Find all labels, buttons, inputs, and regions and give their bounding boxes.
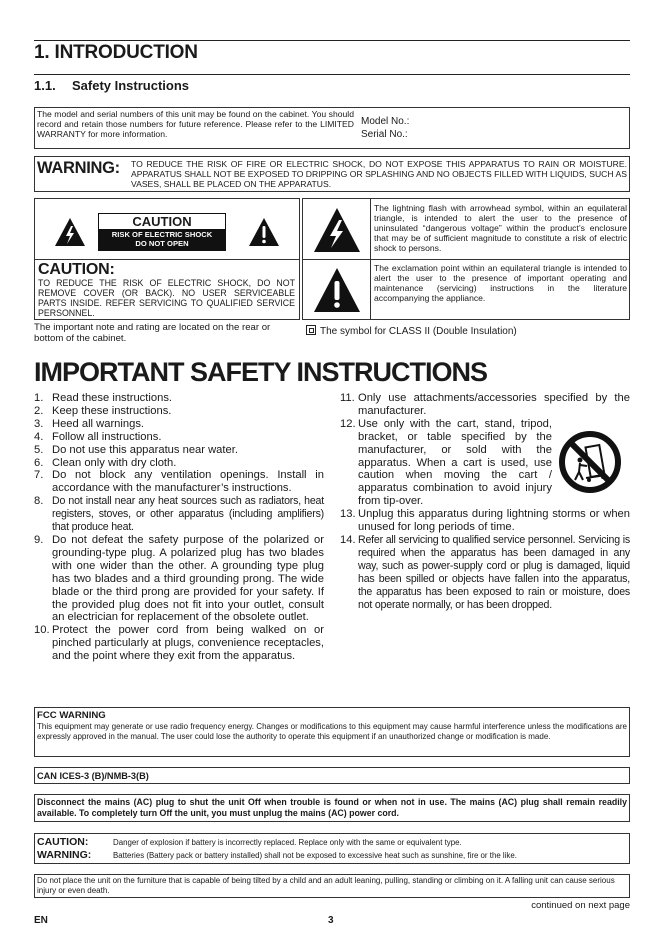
cart-tip-over-warning-icon: [558, 430, 622, 494]
item-number: 1.: [34, 392, 44, 404]
exclamation-triangle-icon: [248, 217, 280, 247]
battery-warning-label: WARNING:: [37, 849, 92, 861]
lightning-triangle-icon: [313, 207, 361, 253]
list-item: [34, 392, 324, 405]
caution-label-subtitle: [99, 229, 225, 250]
battery-caution-label: CAUTION:: [37, 836, 89, 848]
caution-heading: CAUTION:: [38, 261, 115, 278]
instructions-left-column: [34, 392, 324, 663]
subsection-number: 1.1.: [34, 78, 56, 93]
item-number: 7.: [34, 469, 44, 482]
class2-text: The symbol for CLASS II (Double Insulation): [320, 326, 517, 337]
lightning-triangle-icon: [54, 217, 86, 247]
section-title: 1. INTRODUCTION: [34, 42, 198, 63]
instructions-right-column: [340, 392, 630, 611]
item-number: 5.: [34, 443, 44, 456]
continued-note: continued on next page: [531, 900, 630, 911]
subsection-title: [34, 78, 189, 93]
item-number: 13.: [340, 508, 356, 521]
item-number: 14.: [340, 533, 356, 546]
item-text: Do not block any ventilation openings. Install in accordance with the manufacturer’s instructions.: [52, 469, 324, 495]
caution-label-title: CAUTION: [132, 214, 192, 229]
list-item: [340, 392, 630, 418]
item-number: 9.: [34, 533, 44, 546]
caution-label-line2: DO NOT OPEN: [135, 239, 189, 248]
item-number: 6.: [34, 456, 44, 469]
item-text: Heed all warnings.: [52, 417, 145, 430]
top-rule: [34, 40, 630, 41]
caution-label: [98, 213, 226, 251]
item-text: Read these instructions.: [52, 392, 173, 404]
battery-warning-text: Batteries (Battery pack or battery installed) shall not be exposed to excessive heat such as sunshine, fire or the like.: [113, 851, 517, 860]
item-text: Keep these instructions.: [52, 404, 172, 417]
caution-divider: [35, 259, 299, 260]
section-rule: [34, 74, 630, 75]
caution-panel: [34, 198, 300, 320]
list-item: [340, 508, 630, 534]
exclamation-triangle-icon: [313, 267, 361, 313]
caution-body: TO REDUCE THE RISK OF ELECTRIC SHOCK, DO NOT REMOVE COVER (OR BACK). NO USER SERVICEABLE PARTS INSIDE. REFER SERVICING TO QUALIFIED SERVICE PERSONNEL.: [38, 278, 295, 318]
caution-label-line1: RISK OF ELECTRIC SHOCK: [111, 230, 213, 239]
item-text: Do not defeat the safety purpose of the polarized or grounding-type plug. A polarized plug has two blades with one wider than the other. A grounding type plug has two blades and a third grounding prong. The wide blade or the third prong are provided for your safety. If the provided plug does not fit into your outlet, consult an electrician for replacement of the obsolete outlet.: [52, 533, 324, 624]
item-text: Refer all servicing to qualified service personnel. Servicing is required when the apparatus has been damaged in any way, such as power-supply cord or plug is damaged, liquid has been spilled or objects have fallen into the apparatus, the apparatus has been exposed to rain or moisture, does not operate normally, or has been dropped.: [358, 533, 630, 611]
disconnect-mains-box: Disconnect the mains (AC) plug to shut the unit Off when trouble is found or when not in use. The mains (AC) plug shall remain readily available. To completely turn Off the unit, you must unplug the mains (AC) power cord.: [34, 794, 630, 822]
list-item: [34, 431, 324, 444]
lightning-symbol-text: The lightning flash with arrowhead symbol, within an equilateral triangle, is intended to alert the user to the presence of uninsulated “dangerous voltage” within the product’s enclosure that may be of sufficient magnitude to constitute a risk of electric shock to persons.: [374, 203, 627, 253]
battery-warning-row: [37, 849, 627, 862]
item-number: 4.: [34, 430, 44, 443]
battery-warning-box: [34, 833, 630, 864]
list-item: [34, 457, 324, 470]
warning-title: WARNING:: [37, 159, 120, 177]
model-serial-labels: [361, 115, 409, 141]
list-item: [34, 444, 324, 457]
subsection-label: Safety Instructions: [72, 78, 190, 93]
exclamation-symbol-text: The exclamation point within an equilateral triangle is intended to alert the user to the presence of important operating and maintenance (servicing) instructions in the literature accompanying the appliance.: [374, 263, 627, 303]
item-number: 12.: [340, 417, 356, 430]
fcc-text: This equipment may generate or use radio frequency energy. Changes or modifications to this equipment may cause harmful interference unless the modifications are expressly approved in the manual. The user could lose the authority to operate this equipment if an unauthorized change or modification is made.: [37, 722, 627, 741]
item-number: 10.: [34, 624, 50, 637]
important-safety-title: IMPORTANT SAFETY INSTRUCTIONS: [34, 357, 488, 387]
list-item: [34, 534, 324, 624]
item-number: 2.: [34, 404, 44, 417]
fcc-title: FCC WARNING: [37, 710, 106, 721]
model-number-label: Model No.:: [361, 116, 410, 127]
model-serial-box: [34, 107, 630, 149]
list-item: [34, 624, 324, 663]
footer-page-number: 3: [328, 915, 334, 926]
list-item: [34, 469, 324, 495]
item-text: Do not use this apparatus near water.: [52, 443, 238, 456]
list-item: [34, 495, 324, 534]
item-text: Follow all instructions.: [52, 430, 162, 443]
list-item: [340, 534, 630, 611]
warning-text: TO REDUCE THE RISK OF FIRE OR ELECTRIC SHOCK, DO NOT EXPOSE THIS APPARATUS TO RAIN OR MOISTURE. APPARATUS SHALL NOT BE EXPOSED TO DRIPPING OR SPLASHING AND NO OBJECTS FILLED WITH LIQUIDS, SUCH AS VASES, SHALL BE PLACED ON THE APPARATUS.: [131, 159, 627, 189]
symbols-horizontal-divider: [303, 259, 629, 260]
warning-box: [34, 156, 630, 192]
item-number: 11.: [340, 392, 355, 404]
symbols-panel: [302, 198, 630, 320]
item-text: Clean only with dry cloth.: [52, 456, 177, 469]
model-serial-text: The model and serial numbers of this unit may be found on the cabinet. You should record and retain those numbers for future reference. Please refer to the LIMITED WARRANTY for more information.: [37, 109, 354, 139]
item-text: Do not install near any heat sources such as radiators, heat registers, stoves, or other apparatus (including amplifiers) that produce heat.: [52, 495, 324, 534]
double-square-icon: [306, 325, 316, 335]
list-item: [34, 418, 324, 431]
item-text: Only use attachments/accessories specified by the manufacturer.: [358, 392, 630, 417]
can-ices-box: CAN ICES-3 (B)/NMB-3(B): [34, 767, 630, 784]
item-text: Use only with the cart, stand, tripod, bracket, or table specified by the manufacturer, or sold with the apparatus. When a cart is used, use caution when moving the cart / apparatus combination to avoid injury from tip-over.: [358, 417, 552, 508]
fcc-warning-box: [34, 707, 630, 757]
serial-number-label: Serial No.:: [361, 129, 408, 140]
furniture-tip-warning-box: Do not place the unit on the furniture that is capable of being tilted by a child and an adult leaning, pulling, standing or climbing on it. A falling unit can cause serious injury or even death.: [34, 874, 630, 898]
item-text: Unplug this apparatus during lightning storms or when unused for long periods of time.: [358, 508, 630, 534]
footer-language: EN: [34, 915, 48, 926]
battery-caution-text: Danger of explosion if battery is incorrectly replaced. Replace only with the same or equivalent type.: [113, 838, 462, 847]
item-number: 3.: [34, 417, 44, 430]
list-item: [34, 405, 324, 418]
battery-caution-row: [37, 836, 627, 849]
rating-note: The important note and rating are located on the rear or bottom of the cabinet.: [34, 322, 271, 344]
item-text: Protect the power cord from being walked on or pinched particularly at plugs, convenience receptacles, and the point where they exit from the apparatus.: [52, 624, 324, 663]
item-number: 8.: [34, 495, 44, 508]
class2-note: [306, 325, 517, 337]
